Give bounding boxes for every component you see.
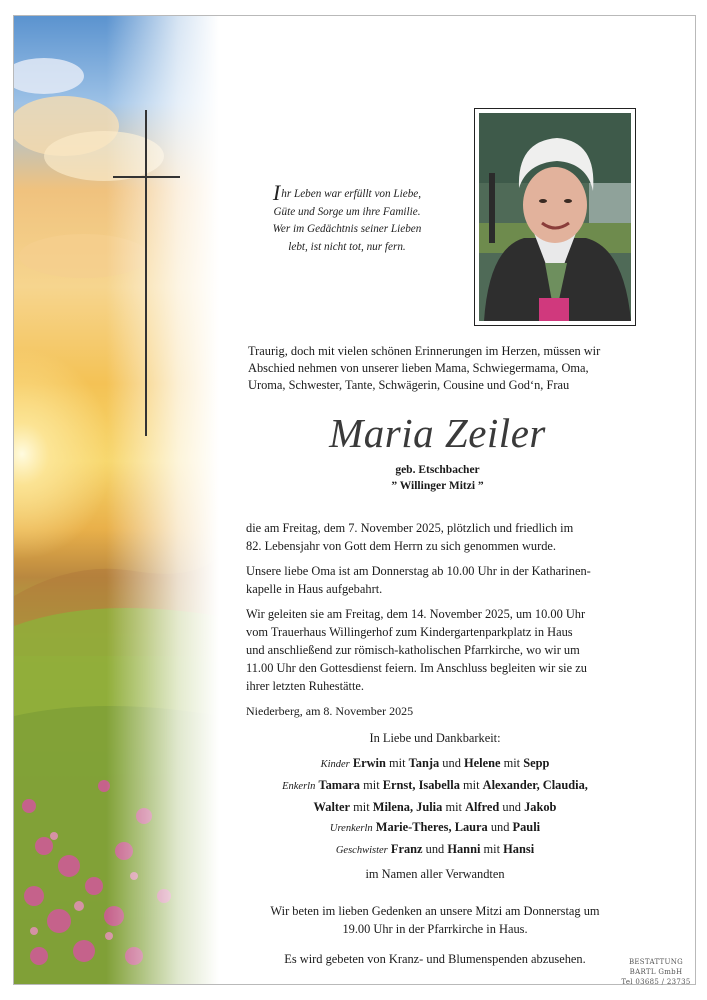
portrait-photo (474, 108, 636, 326)
family-row-enkerln-1 (240, 775, 630, 797)
enkerln-mit-1: mit (363, 778, 380, 792)
undertaker-stamp (616, 957, 696, 987)
enkerln-name-5: Claudia, (542, 778, 588, 792)
enkerln-mit-2: mit (463, 778, 480, 792)
cross-vertical-bar (145, 110, 147, 436)
kinder-name-2: Tanja (408, 756, 440, 770)
death-line-2: 82. Lebensjahr von Gott dem Herrn zu sich genommen wurde. (246, 539, 557, 553)
kinder-name-3: Helene (464, 756, 501, 770)
funeral-line-1: Wir geleiten sie am Freitag, dem 14. November 2025, um 10.00 Uhr (246, 607, 586, 621)
enkerln-name-10: Jakob (524, 800, 557, 814)
enkerln-mit-4: mit (445, 800, 462, 814)
geschwister-und: und (425, 842, 445, 856)
death-paragraph (246, 519, 631, 555)
memorial-verse (258, 180, 436, 256)
stamp-line-1: BESTATTUNG (628, 958, 684, 966)
family-row-urenkerln (240, 817, 630, 839)
geschwister-mit: mit (483, 842, 501, 856)
intro-line-2: Abschied nehmen von unserer lieben Mama, Schwiegermama, Oma, (248, 361, 589, 376)
family-heading: In Liebe und Dankbarkeit: (369, 731, 501, 745)
verse-initial: I (272, 180, 281, 205)
intro-line-1: Traurig, doch mit vielen schönen Erinnerungen im Herzen, müssen wir (248, 344, 601, 358)
verse-line-1-text: hr Leben war erfüllt von Liebe, (281, 188, 422, 200)
landscape-sunset-image (14, 16, 219, 984)
family-row-kinder (240, 753, 630, 775)
enkerln-name-8: Julia (416, 800, 443, 814)
geschwister-name-2: Hanni (447, 842, 481, 856)
intro-text (248, 343, 638, 395)
enkerln-name-9: Alfred (465, 800, 500, 814)
nickname: ” Willinger Mitzi ” (391, 480, 484, 492)
intro-line-3: Uroma, Schwester, Tante, Schwägerin, Cousine und God‘n, Frau (248, 378, 570, 393)
laying-out-line-2: kapelle in Haus aufgebahrt. (246, 582, 383, 596)
verse-line-4: lebt, ist nicht tot, nur fern. (288, 240, 406, 253)
stamp-line-2: BARTL GmbH (629, 968, 683, 976)
kinder-mit-2: mit (503, 756, 521, 770)
obituary-body (246, 519, 631, 720)
birth-name: geb. Etschbacher (395, 464, 480, 476)
enkerln-name-7: Milena, (372, 800, 414, 814)
urenkerln-name-3: Pauli (512, 820, 541, 834)
place-date: Niederberg, am 8. November 2025 (246, 704, 414, 718)
family-row-enkerln-2 (240, 797, 630, 817)
donation-request: Es wird gebeten von Kranz- und Blumenspenden abzusehen. (284, 952, 586, 966)
laying-out-line-1: Unsere liebe Oma ist am Donnerstag ab 10.00 Uhr in der Katharinen- (246, 564, 591, 578)
geschwister-name-3: Hansi (503, 842, 535, 856)
kinder-name-1: Erwin (352, 756, 386, 770)
urenkerln-label: Urenkerln (329, 823, 373, 834)
stamp-line-3: Tel 03685 / 23735 (621, 978, 691, 986)
funeral-line-4: 11.00 Uhr den Gottesdienst feiern. Im Anschluss begleiten wir sie zu (246, 661, 587, 675)
prayer-line-1: Wir beten im lieben Gedenken an unsere Mitzi am Donnerstag um (270, 904, 600, 918)
deceased-name: Maria Zeiler (329, 410, 546, 456)
death-line-1: die am Freitag, dem 7. November 2025, plötzlich und friedlich im (246, 521, 574, 535)
funeral-paragraph (246, 605, 631, 695)
urenkerln-und: und (490, 820, 510, 834)
verse-line-3: Wer im Gedächtnis seiner Lieben (272, 223, 422, 235)
enkerln-name-1: Tamara (318, 778, 361, 792)
family-row-geschwister (240, 839, 630, 861)
funeral-line-3: und anschließend zur römisch-katholischen Pfarrkirche, wo wir um (246, 643, 580, 657)
deceased-details (250, 462, 625, 494)
kinder-name-4: Sepp (523, 756, 550, 770)
enkerln-name-2: Ernst, (382, 778, 416, 792)
funeral-line-5: ihrer letzten Ruhestätte. (246, 679, 365, 693)
verse-line-1 (258, 180, 436, 205)
kinder-mit-1: mit (389, 756, 406, 770)
family-section (240, 728, 630, 884)
geschwister-name-1: Franz (390, 842, 423, 856)
enkerln-mit-3: mit (353, 800, 370, 814)
portrait-image (479, 113, 631, 321)
urenkerln-name-1: Marie-Theres, (375, 820, 452, 834)
enkerln-name-3: Isabella (418, 778, 460, 792)
prayer-line-2: 19.00 Uhr in der Pfarrkirche in Haus. (342, 922, 528, 936)
kinder-und: und (442, 756, 461, 770)
cross-horizontal-bar (113, 176, 180, 178)
closing-section (240, 902, 630, 968)
kinder-label: Kinder (320, 759, 350, 770)
geschwister-label: Geschwister (335, 845, 388, 856)
urenkerln-name-2: Laura (454, 820, 488, 834)
verse-line-2: Güte und Sorge um ihre Familie. (273, 205, 421, 218)
relatives-line: im Namen aller Verwandten (365, 867, 505, 881)
enkerln-und: und (502, 800, 521, 814)
funeral-line-2: vom Trauerhaus Willingerhof zum Kindergartenparkplatz in Haus (246, 625, 573, 639)
enkerln-name-6: Walter (313, 800, 351, 814)
enkerln-name-4: Alexander, (482, 778, 540, 792)
laying-out-paragraph (246, 562, 631, 598)
enkerln-label: Enkerln (282, 781, 316, 792)
